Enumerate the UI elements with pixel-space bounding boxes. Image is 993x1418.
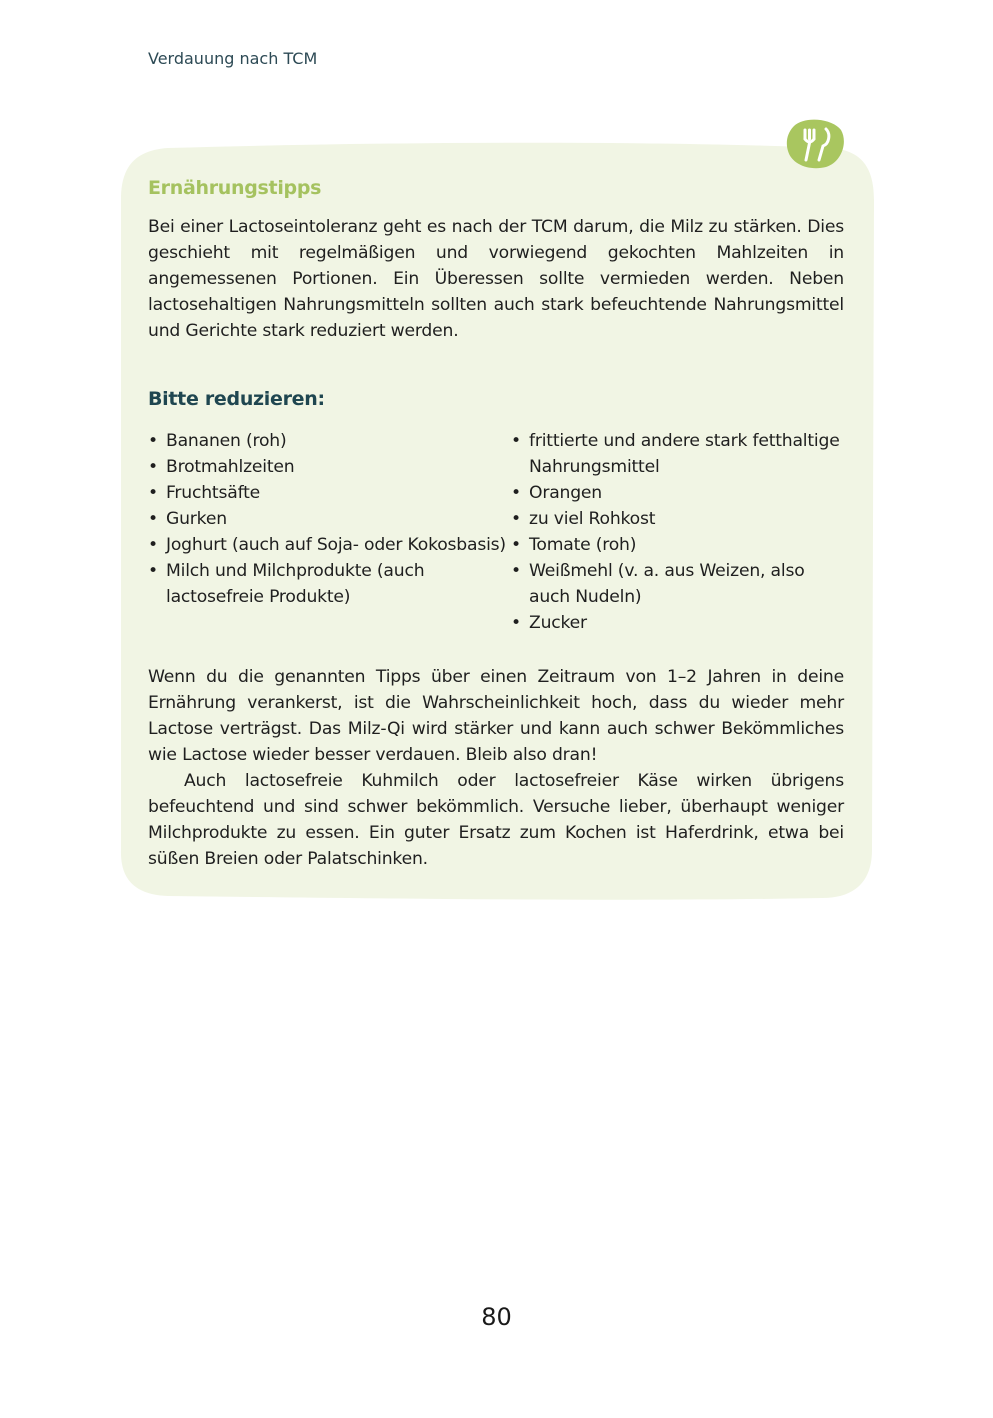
reduce-list-left: [148, 428, 511, 636]
list-item: [148, 480, 511, 506]
bullet: •: [148, 457, 158, 477]
list-item: [511, 480, 844, 506]
bullet: •: [511, 561, 521, 581]
tip-box: [148, 172, 844, 872]
list-item-text: Weißmehl (v. a. aus Weizen, also auch Nudeln): [529, 561, 805, 607]
page-number: 80: [481, 1303, 512, 1331]
running-header: Verdauung nach TCM: [148, 49, 318, 68]
reduce-list-right: [511, 428, 844, 636]
list-item: [148, 506, 511, 532]
list-item-text: Fruchtsäfte: [166, 483, 261, 503]
list-item: [148, 454, 511, 480]
outro-paragraph-2: Auch lactosefreie Kuhmilch oder lactosefreier Käse wirken übrigens befeuchtend und sind schwer bekömmlich. Versuche lieber, überhaupt weniger Milchprodukte zu essen. Ein guter Ersatz zum Kochen ist Haferdrink, etwa bei süßen Breien oder Palatschinken.: [148, 771, 844, 869]
outro-paragraph-1: Wenn du die genannten Tipps über einen Zeitraum von 1–2 Jahren in deine Ernährung verankerst, ist die Wahrscheinlichkeit hoch, dass du wieder mehr Lactose verträgst. Das Milz-Qi wird stärker und kann auch schwer Bekömmliches wie Lactose wieder besser verdauen. Bleib also dran!: [148, 667, 844, 765]
bullet: •: [511, 509, 521, 529]
bullet: •: [511, 431, 521, 451]
bullet: •: [148, 509, 158, 529]
list-item-text: Brotmahlzeiten: [166, 457, 295, 477]
bullet: •: [511, 535, 521, 555]
bullet: •: [148, 561, 158, 581]
list-item-text: Tomate (roh): [529, 535, 637, 555]
bullet: •: [511, 483, 521, 503]
reduce-lists: [148, 428, 844, 636]
list-item-text: Gurken: [166, 509, 227, 529]
list-item: [511, 532, 844, 558]
list-item-text: zu viel Rohkost: [529, 509, 656, 529]
list-item: [511, 610, 844, 636]
box-title: Ernährungstipps: [148, 177, 322, 199]
fork-knife-icon: [786, 118, 846, 170]
list-item-text: Milch und Milchprodukte (auch lactosefreie Produkte): [166, 561, 425, 607]
bullet: •: [148, 535, 158, 555]
list-item: [148, 428, 511, 454]
list-item-text: Joghurt (auch auf Soja- oder Kokosbasis): [166, 535, 506, 555]
list-item: [511, 428, 844, 480]
bullet: •: [511, 613, 521, 633]
list-item-text: Bananen (roh): [166, 431, 287, 451]
list-item-text: frittierte und andere stark fetthaltige Nahrungsmittel: [529, 431, 840, 477]
list-item: [148, 558, 511, 610]
reduce-heading: Bitte reduzieren:: [148, 388, 325, 410]
list-item: [148, 532, 511, 558]
list-item-text: Orangen: [529, 483, 602, 503]
list-item: [511, 506, 844, 532]
list-item-text: Zucker: [529, 613, 587, 633]
intro-paragraph: Bei einer Lactoseintoleranz geht es nach der TCM darum, die Milz zu stärken. Dies geschieht mit regelmäßigen und vorwiegend gekochten Mahlzeiten in angemessenen Portionen. Ein Überessen sollte vermieden werden. Neben lactosehaltigen Nahrungsmitteln sollten auch stark befeuchtende Nahrungsmittel und Gerichte stark reduziert werden.: [148, 217, 844, 341]
list-item: [511, 558, 844, 610]
bullet: •: [148, 431, 158, 451]
bullet: •: [148, 483, 158, 503]
